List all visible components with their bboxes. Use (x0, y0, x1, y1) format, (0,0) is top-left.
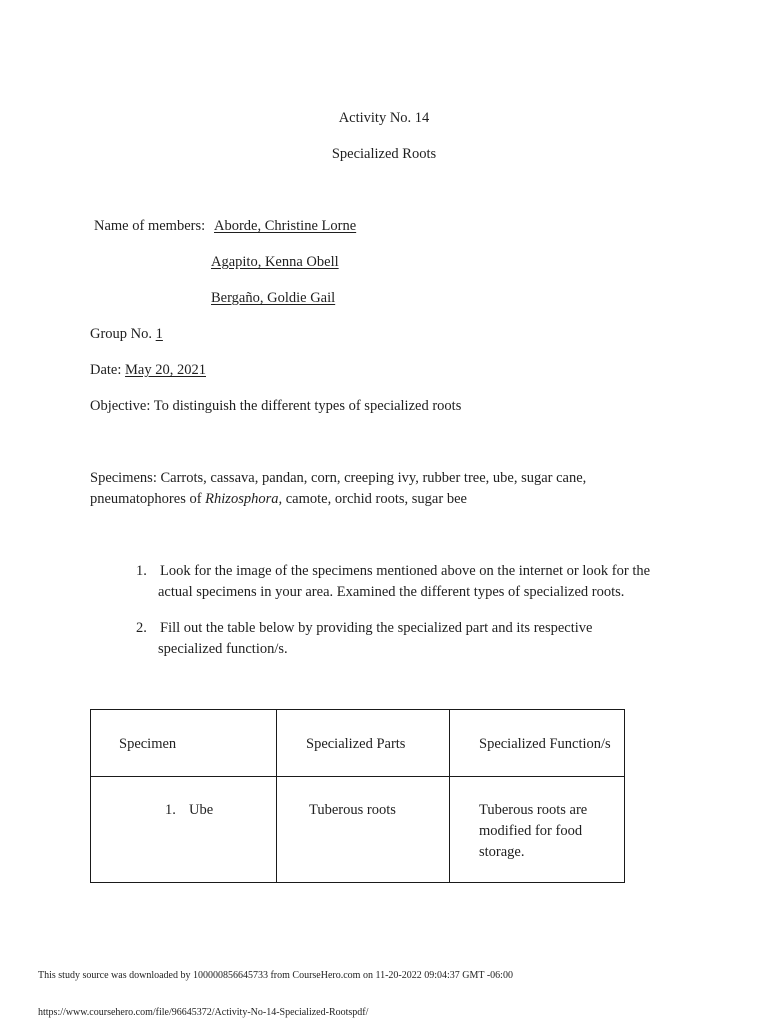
date-label: Date: (90, 362, 122, 378)
date-value: May 20, 2021 (125, 362, 206, 378)
instruction-2-line-1: Fill out the table below by providing the specialized part and its respective (160, 620, 593, 636)
row-function-line-2: modified for food (479, 823, 583, 839)
group-field (90, 327, 163, 342)
objective: Objective: To distinguish the different types of specialized roots (90, 398, 462, 414)
header-specimen: Specimen (119, 736, 177, 752)
table-header-cell (91, 710, 277, 777)
member-name-1: Aborde, Christine Lorne (214, 218, 357, 234)
member-name-2: Agapito, Kenna Obell (211, 254, 339, 270)
instruction-2 (136, 621, 592, 636)
specimens-italic-name: Rhizosphora, (205, 491, 283, 507)
instruction-1-line-2: actual specimens in your area. Examined the different types of specialized roots. (158, 584, 625, 600)
row-number: 1. (165, 802, 176, 818)
group-value: 1 (155, 326, 163, 342)
specimens-line-2-pre: pneumatophores of (90, 491, 206, 507)
table-cell (450, 777, 625, 883)
member-name-3: Bergaño, Goldie Gail (211, 290, 336, 306)
download-note: This study source was downloaded by 100000856645733 from CourseHero.com on 11-20-2022 09:04:37 GMT -06:00 (38, 970, 513, 981)
table-row (91, 777, 625, 883)
document-title: Specialized Roots (331, 146, 437, 162)
instruction-1-number: 1. (136, 563, 147, 579)
members-label: Name of members: (94, 218, 206, 234)
activity-number: Activity No. 14 (338, 110, 430, 126)
instruction-2-number: 2. (136, 620, 147, 636)
specimens-line-2 (90, 492, 467, 507)
table-header-cell (450, 710, 625, 777)
row-function-line-1: Tuberous roots are (479, 802, 588, 818)
group-label: Group No. (90, 326, 153, 342)
instruction-1 (136, 564, 650, 579)
date-field (90, 363, 206, 378)
table-header-row (91, 710, 625, 777)
row-specimen: Ube (189, 802, 214, 818)
specimen-table (90, 709, 625, 883)
header-specialized-parts: Specialized Parts (306, 736, 406, 752)
header-specialized-functions: Specialized Function/s (479, 736, 611, 752)
instruction-2-line-2: specialized function/s. (158, 641, 288, 657)
specimens-line-2-post: camote, orchid roots, sugar bee (282, 491, 467, 507)
table-cell (91, 777, 277, 883)
table-cell (277, 777, 450, 883)
specimens-line-1: Specimens: Carrots, cassava, pandan, corn, creeping ivy, rubber tree, ube, sugar cane, (90, 470, 587, 486)
row-specialized-part: Tuberous roots (309, 802, 396, 818)
source-url-link[interactable]: https://www.coursehero.com/file/96645372/Activity-No-14-Specialized-Rootspdf/ (38, 1007, 369, 1018)
instruction-1-line-1: Look for the image of the specimens mentioned above on the internet or look for the (160, 563, 651, 579)
table-header-cell (277, 710, 450, 777)
row-function-line-3: storage. (479, 844, 525, 860)
